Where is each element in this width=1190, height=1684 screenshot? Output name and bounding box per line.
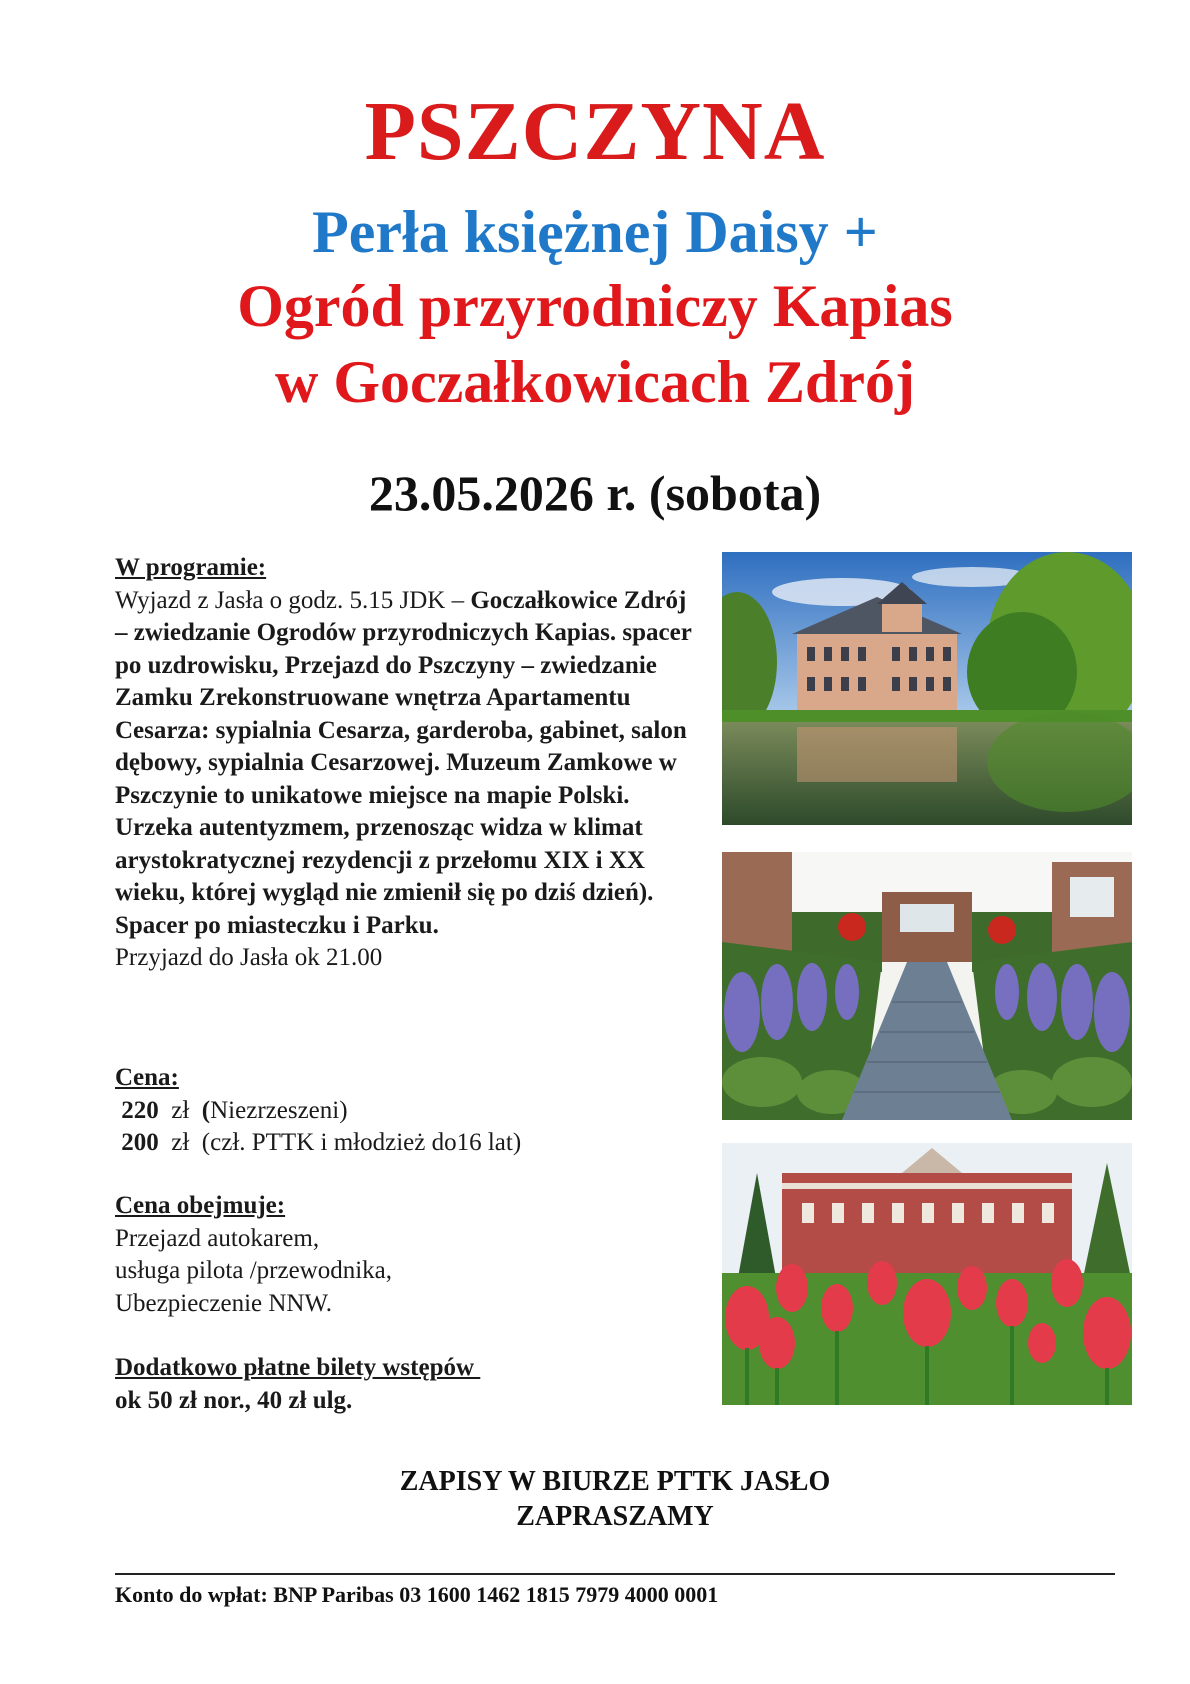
includes-section [115, 1190, 705, 1320]
price-section [115, 1062, 705, 1160]
price-row-standard [115, 1095, 705, 1128]
includes-heading: Cena obejmuje: [115, 1192, 286, 1219]
signup-info: ZAPISY W BIURZE PTTK JASŁO [399, 1466, 831, 1497]
price-heading: Cena: [115, 1064, 179, 1091]
program-section [115, 552, 705, 975]
includes-item: Przejazd autokarem, [115, 1224, 320, 1252]
page-title: PSZCZYNA [364, 85, 826, 178]
trip-date: 23.05.2026 r. (sobota) [368, 465, 822, 521]
includes-item: Ubezpieczenie NNW. [115, 1289, 333, 1317]
garden-photo [722, 852, 1132, 1120]
bank-account: Konto do wpłat: BNP Paribas 03 1600 1462 1815 7979 4000 0001 [115, 1582, 719, 1607]
program-return: Przyjazd do Jasła ok 21.00 [115, 944, 383, 971]
extra-text: ok 50 zł nor., 40 zł ulg. [115, 1386, 353, 1414]
price-amount: 200 [121, 1129, 159, 1156]
castle-photo [722, 552, 1132, 825]
extra-heading: Dodatkowo płatne bilety wstępów [115, 1354, 481, 1381]
page-subtitle: Perła księżnej Daisy + [312, 199, 878, 265]
price-desc: (czł. PTTK i młodzież do16 lat) [201, 1129, 522, 1156]
program-intro: Wyjazd z Jasła o godz. 5.15 JDK – [115, 586, 471, 614]
price-desc: Niezrzeszeni) [210, 1096, 348, 1124]
price-currency: zł [171, 1096, 190, 1124]
tulips-photo [722, 1143, 1132, 1405]
invite-text: ZAPRASZAMY [516, 1501, 714, 1532]
program-heading: W programie: [115, 554, 267, 581]
extra-section [115, 1352, 705, 1417]
subtitle-garden-line1: Ogród przyrodniczy Kapias [237, 273, 953, 339]
subtitle-garden-line2: w Goczałkowicach Zdrój [275, 349, 915, 415]
program-details: Goczałkowice Zdrój – zwiedzanie Ogrodów przyrodniczych Kapias. spacer po uzdrowisku, Przejazd do Pszczyny – zwiedzanie Zamku Zrekonstruowane wnętrza Apartamentu Cesarza: sypialnia Cesarza, garderoba, gabinet, salon dębowy, sypialnia Cesarzowej. Muzeum Zamkowe w Pszczynie to unikatowe miejsce na mapie Polski. Urzeka autentyzmem, przenosząc widza w klimat arystokratycznej rezydencji z przełomu XIX i XX wieku, której wygląd nie zmienił się po dziś dzień). Spacer po miasteczku i Parku. [115, 586, 692, 939]
price-currency: zł [171, 1129, 190, 1156]
includes-item: usługa pilota /przewodnika, [115, 1257, 393, 1284]
footer-divider [115, 1573, 1115, 1575]
price-paren: ( [201, 1096, 211, 1124]
program-description [115, 585, 705, 943]
price-row-reduced [115, 1127, 705, 1160]
price-amount: 220 [121, 1096, 159, 1124]
